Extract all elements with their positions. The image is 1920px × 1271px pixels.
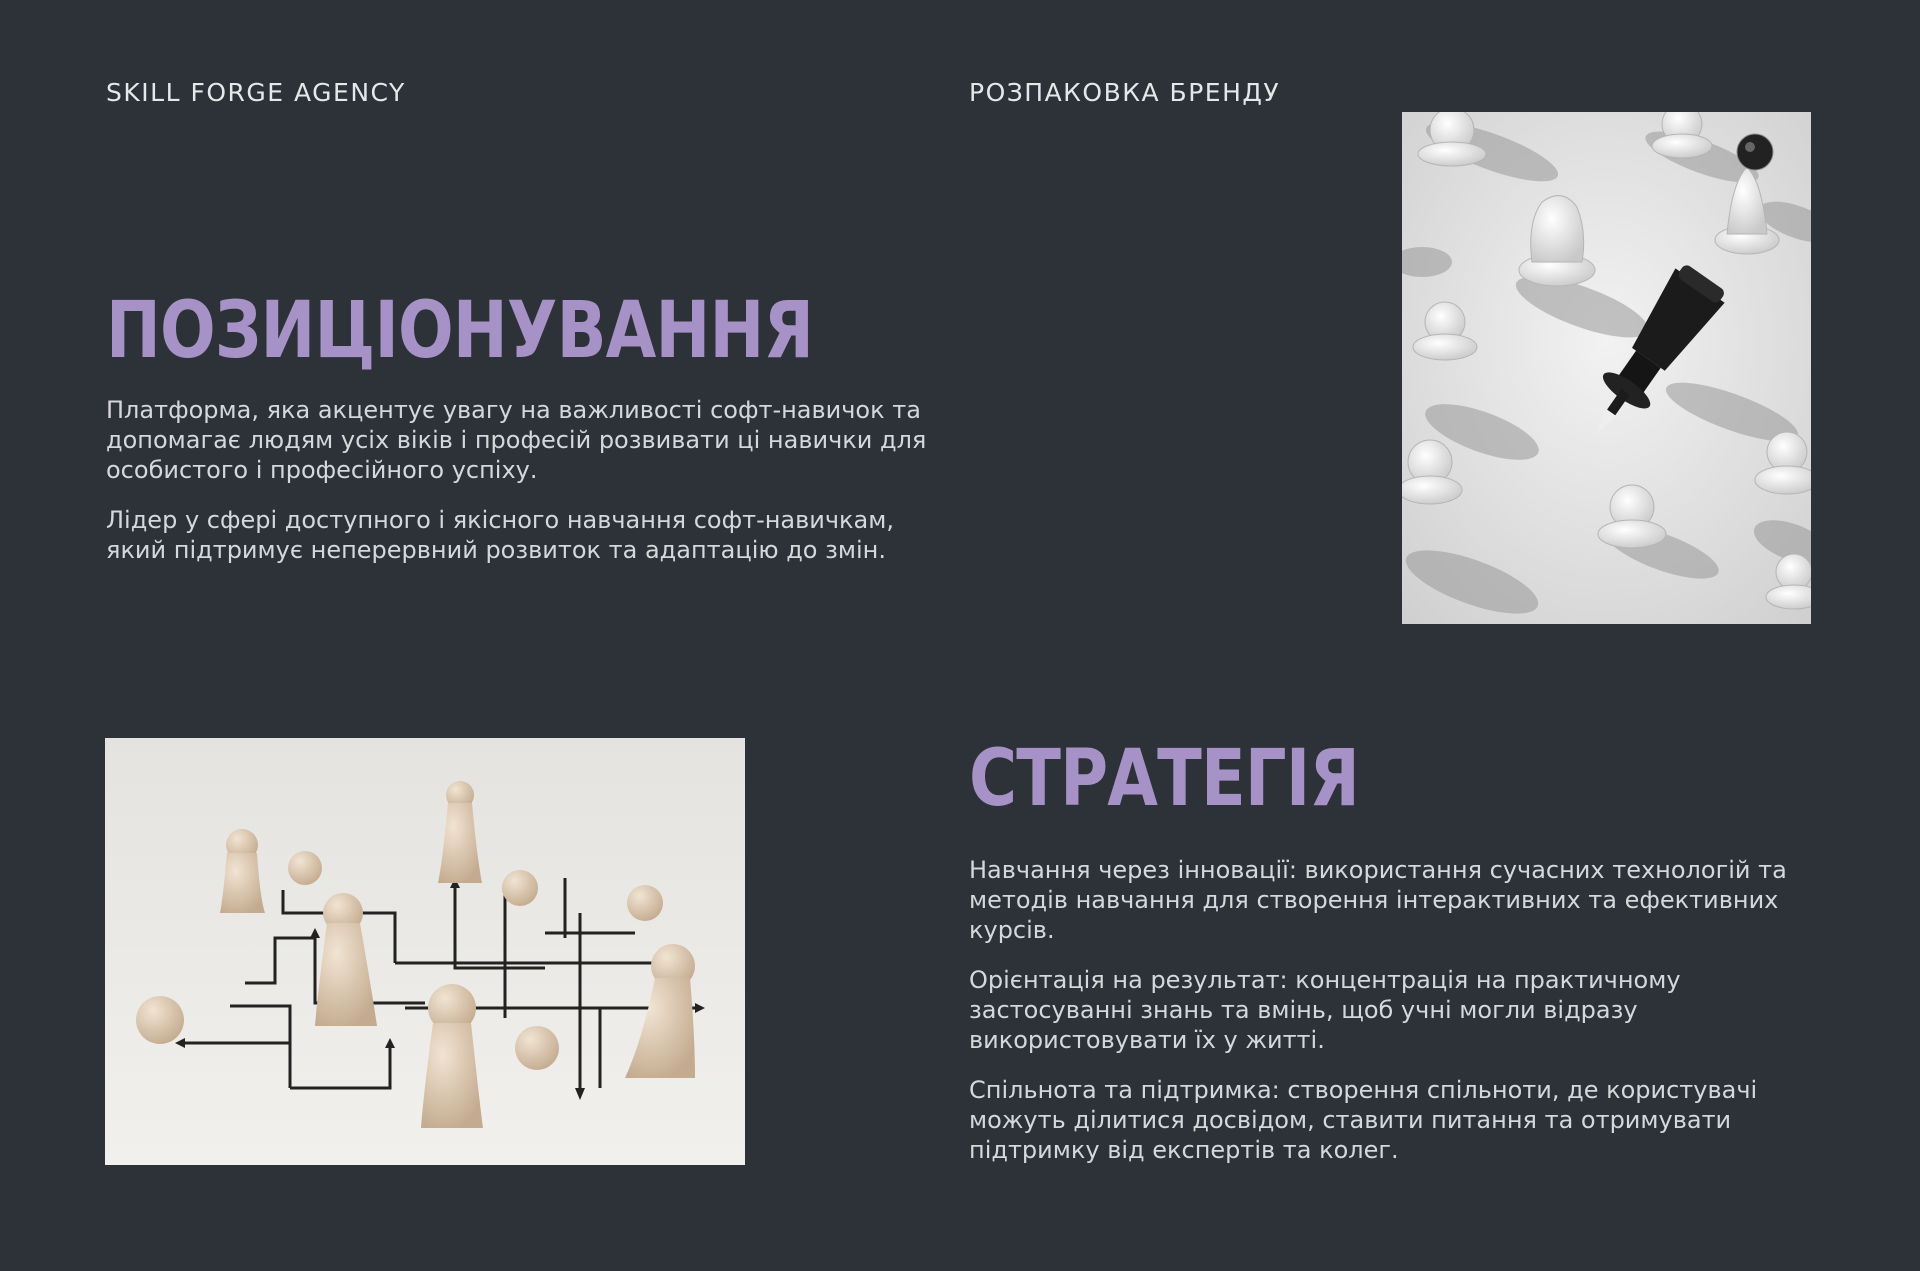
strategy-title: СТРАТЕГІЯ [969, 734, 1359, 824]
strategy-paragraph: Орієнтація на результат: концентрація на практичному застосуванні знань та вмінь, щоб учні могли відразу використовувати їх у житті. [969, 966, 1681, 1054]
positioning-paragraph: Лідер у сфері доступного і якісного навчання софт-навичкам, який підтримує неперервний розвиток та адаптацію до змін. [106, 506, 894, 564]
agency-name: SKILL FORGE AGENCY [106, 78, 406, 107]
section-label: РОЗПАКОВКА БРЕНДУ [969, 78, 1281, 107]
wooden-pieces-photo [105, 738, 745, 1165]
strategy-paragraph: Навчання через інновації: використання сучасних технологій та методів навчання для створення інтерактивних та ефективних курсів. [969, 856, 1787, 944]
positioning-title: ПОЗИЦІОНУВАННЯ [106, 286, 814, 376]
chess-photo [1402, 112, 1811, 624]
strategy-paragraph: Спільнота та підтримка: створення спільноти, де користувачі можуть ділитися досвідом, ставити питання та отримувати підтримку від експертів та колег. [969, 1076, 1758, 1164]
positioning-paragraph: Платформа, яка акцентує увагу на важливості софт-навичок та допомагає людям усіх віків і професій розвивати ці навички для особистого і професійного успіху. [106, 396, 927, 484]
